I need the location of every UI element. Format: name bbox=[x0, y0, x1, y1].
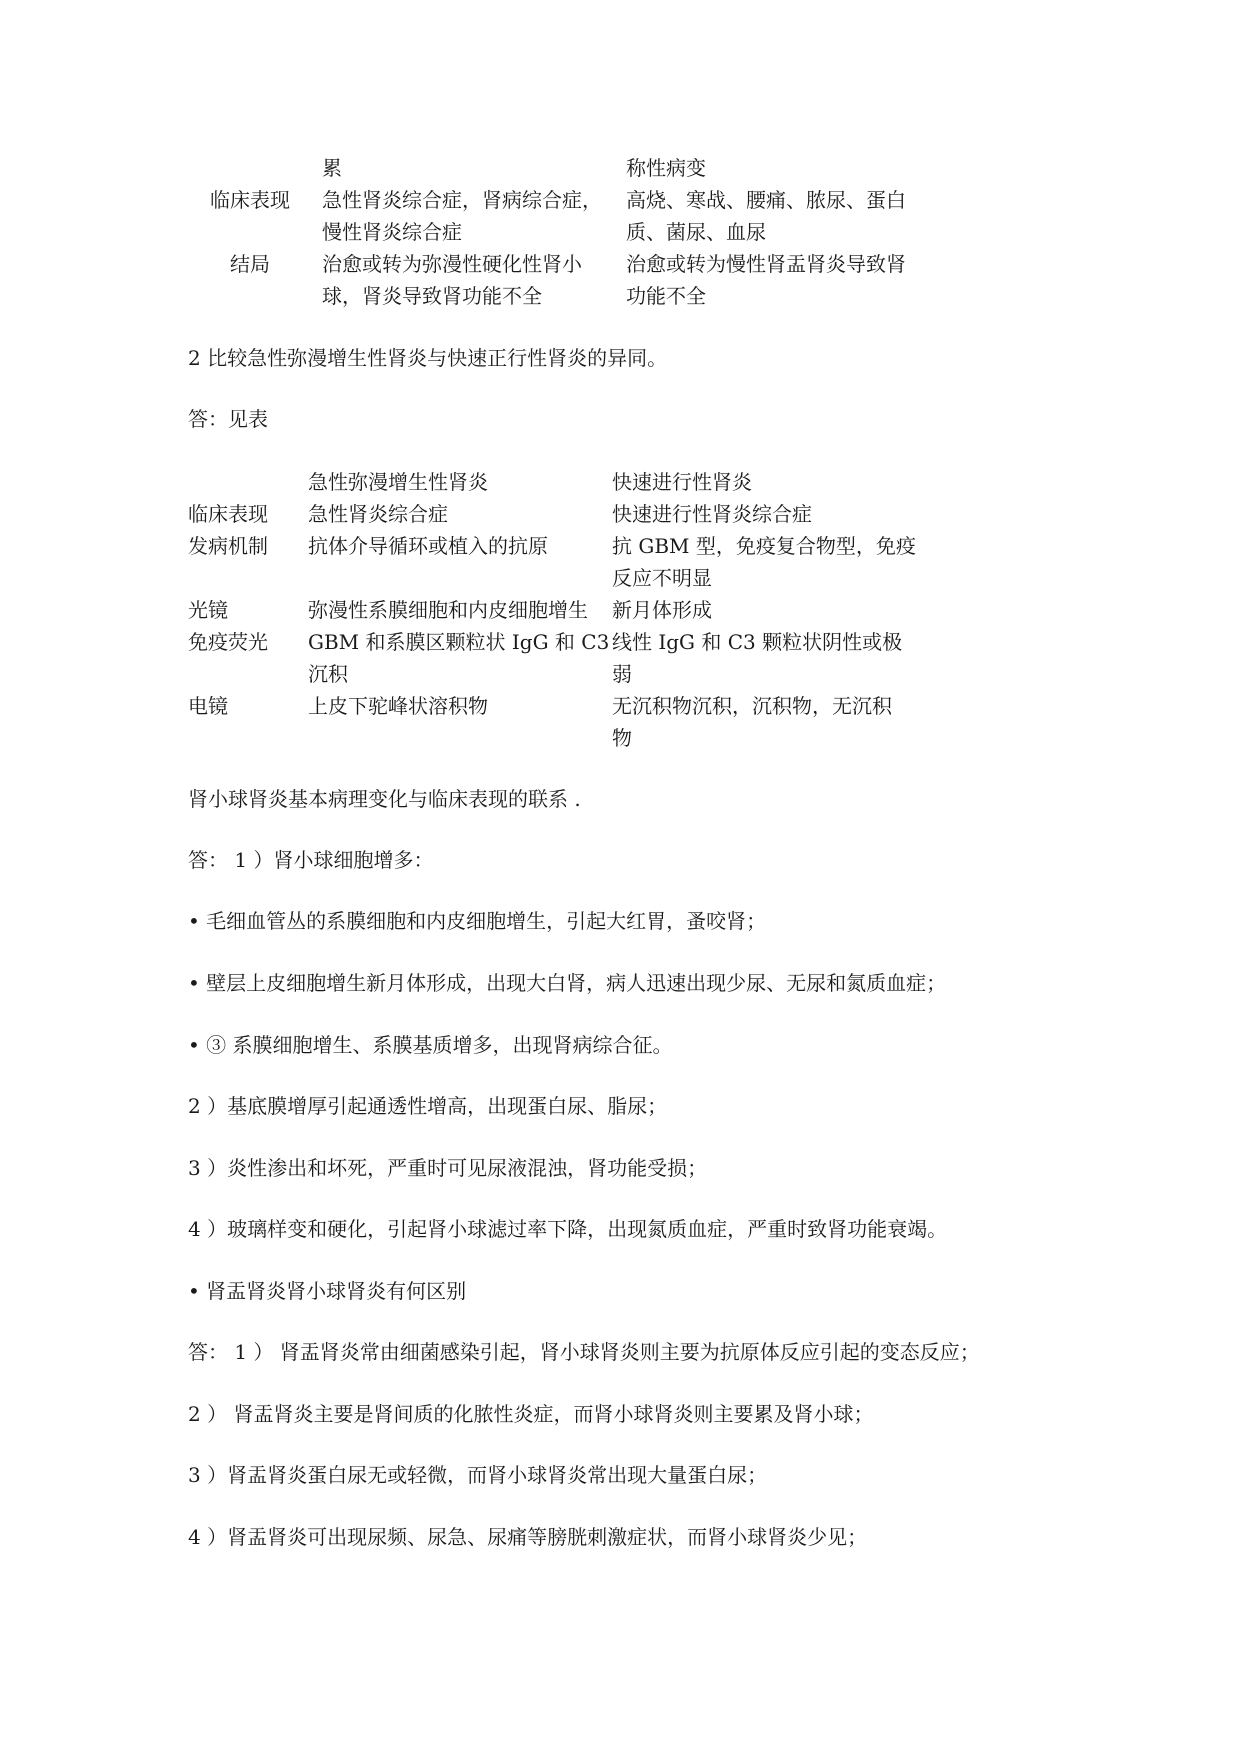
section-3-line: • 壁层上皮细胞增生新月体形成，出现大白肾，病人迅速出现少尿、无尿和氮质血症； bbox=[188, 971, 947, 995]
table1-row2-col2-line1: 治愈或转为慢性肾盂肾炎导致肾 bbox=[626, 252, 906, 276]
table2-row-col2: 新月体形成 bbox=[612, 598, 712, 622]
table2-row-col2-line1: 线性 IgG 和 C3 颗粒状阴性或极 bbox=[612, 630, 903, 654]
table2-header-col2: 快速进行性肾炎 bbox=[612, 470, 752, 494]
section-3-line: • ③ 系膜细胞增生、系膜基质增多，出现肾病综合征。 bbox=[188, 1033, 673, 1057]
table2-row-col1: 上皮下驼峰状溶积物 bbox=[308, 694, 488, 718]
table2-row-col2: 快速进行性肾炎综合症 bbox=[612, 502, 812, 526]
section-4-line: 3 ）肾盂肾炎蛋白尿无或轻微，而肾小球肾炎常出现大量蛋白尿； bbox=[188, 1463, 768, 1487]
table2-row-col1-line1: GBM 和系膜区颗粒状 IgG 和 C3 bbox=[308, 630, 610, 654]
table2-row-label: 免疫荧光 bbox=[188, 630, 268, 654]
table1-row2-label: 结局 bbox=[230, 252, 270, 276]
section-3-line: • 毛细血管丛的系膜细胞和内皮细胞增生，引起大红胃，蚤咬肾； bbox=[188, 909, 767, 933]
table1-row0-col2: 称性病变 bbox=[626, 156, 706, 180]
question-2-answer: 答：见表 bbox=[188, 407, 268, 431]
table1-row2-col1-line1: 治愈或转为弥漫性硬化性肾小 bbox=[322, 252, 582, 276]
section-3-line: 2 ）基底膜增厚引起通透性增高，出现蛋白尿、脂尿； bbox=[188, 1094, 668, 1118]
section-3-line: 4 ）玻璃样变和硬化，引起肾小球滤过率下降，出现氮质血症，严重时致肾功能衰竭。 bbox=[188, 1217, 948, 1241]
table1-row1-col1-line2: 慢性肾炎综合症 bbox=[322, 220, 462, 244]
section-3-line: 答： 1 ）肾小球细胞增多： bbox=[188, 848, 434, 872]
table2-row-label: 电镜 bbox=[188, 694, 228, 718]
table1-row1-col2-line1: 高烧、寒战、腰痛、脓尿、蛋白 bbox=[626, 188, 906, 212]
section-4-line: 4 ）肾盂肾炎可出现尿频、尿急、尿痛等膀胱刺激症状，而肾小球肾炎少见； bbox=[188, 1525, 868, 1549]
table2-row-label: 光镜 bbox=[188, 598, 228, 622]
section-3-title: 肾小球肾炎基本病理变化与临床表现的联系 . bbox=[188, 787, 581, 811]
section-4-title: • 肾盂肾炎肾小球肾炎有何区别 bbox=[188, 1279, 467, 1303]
section-3-line: 3 ）炎性渗出和坏死，严重时可见尿液混浊，肾功能受损； bbox=[188, 1156, 708, 1180]
table1-row1-col2-line2: 质、菌尿、血尿 bbox=[626, 220, 766, 244]
section-4-line: 答： 1 ） 肾盂肾炎常由细菌感染引起，肾小球肾炎则主要为抗原体反应引起的变态反应； bbox=[188, 1340, 980, 1364]
question-2: 2 比较急性弥漫增生性肾炎与快速正行性肾炎的异同。 bbox=[188, 346, 668, 370]
table2-row-label: 发病机制 bbox=[188, 534, 268, 558]
table2-row-col1: 抗体介导循环或植入的抗原 bbox=[308, 534, 548, 558]
table1-row2-col1-line2: 球，肾炎导致肾功能不全 bbox=[322, 284, 542, 308]
table2-row-col2-line2: 反应不明显 bbox=[612, 566, 712, 590]
section-4-line: 2 ） 肾盂肾炎主要是肾间质的化脓性炎症，而肾小球肾炎则主要累及肾小球； bbox=[188, 1402, 874, 1426]
table2-row-col2-line2: 弱 bbox=[612, 662, 632, 686]
table1-row2-col2-line2: 功能不全 bbox=[626, 284, 706, 308]
table1-row0-col1: 累 bbox=[322, 156, 342, 180]
table2-row-col2-line1: 抗 GBM 型，免疫复合物型，免疫 bbox=[612, 534, 916, 558]
table2-row-col1-line2: 沉积 bbox=[308, 662, 348, 686]
table1-row1-col1-line1: 急性肾炎综合症，肾病综合症， bbox=[322, 188, 602, 212]
table1-row1-label: 临床表现 bbox=[210, 188, 290, 212]
table2-row-col2-line1: 无沉积物沉积，沉积物，无沉积 bbox=[612, 694, 892, 718]
table2-row-label: 临床表现 bbox=[188, 502, 268, 526]
table2-header-col1: 急性弥漫增生性肾炎 bbox=[308, 470, 488, 494]
table2-row-col1: 急性肾炎综合症 bbox=[308, 502, 448, 526]
table2-row-col2-line2: 物 bbox=[612, 726, 632, 750]
table2-row-col1: 弥漫性系膜细胞和内皮细胞增生 bbox=[308, 598, 588, 622]
